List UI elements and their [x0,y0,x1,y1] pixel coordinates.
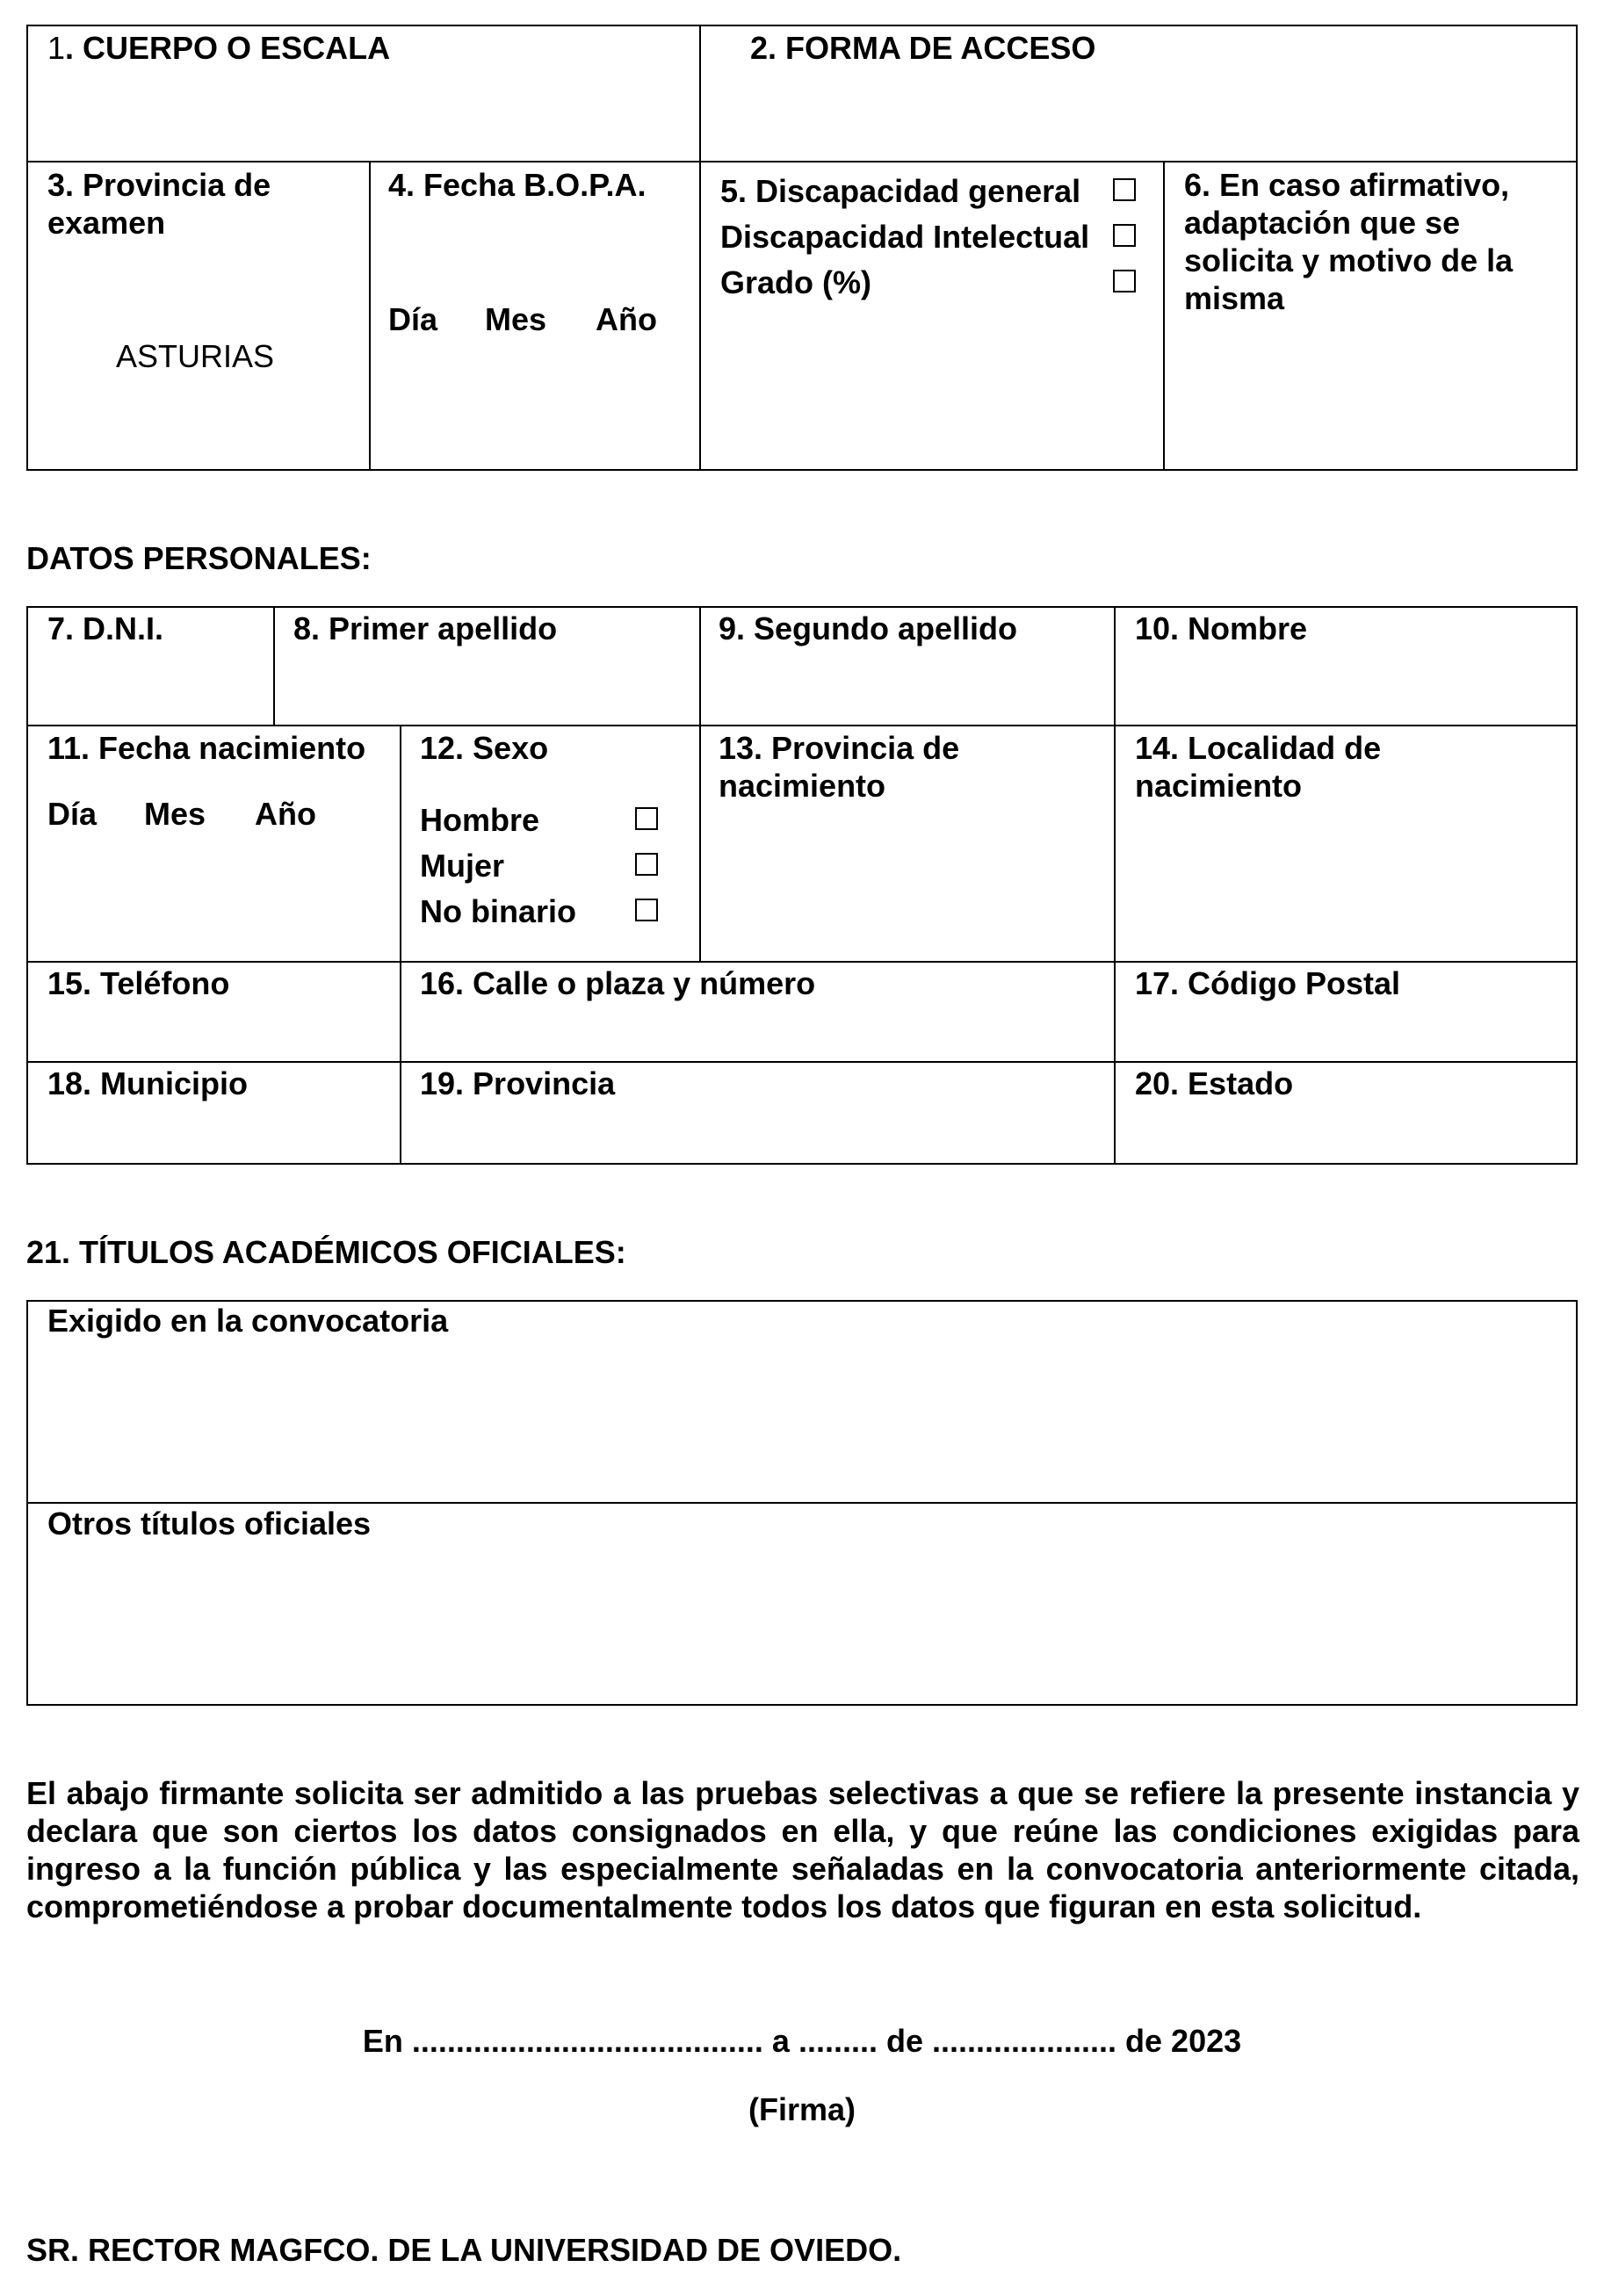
divider [1163,161,1165,471]
divider [26,725,1578,726]
adaptacion-label: 6. En caso afirmativo, adaptación que se solicita y motivo de la misma [1184,167,1514,316]
fecha-bopa-label: 4. Fecha B.O.P.A. [388,167,647,203]
divider [699,25,701,471]
provincia-nacimiento-label: 13. Provincia de nacimiento [719,730,960,804]
fecha-nacimiento-label: 11. Fecha nacimiento [47,730,366,766]
divider [26,1502,1578,1504]
forma-acceso-label: 2. FORMA DE ACCESO [750,30,1096,66]
provincia-examen-value: ASTURIAS [116,338,275,374]
fecha-bopa-anio: Año [596,301,657,337]
telefono-label: 15. Teléfono [47,965,230,1001]
dni-label: 7. D.N.I. [47,610,164,646]
discapacidad-general-checkbox[interactable] [1113,178,1136,201]
discapacidad-general-label: 5. Discapacidad general [720,173,1081,209]
provincia-examen-label: 3. Provincia de examen [47,167,271,241]
fecha-bopa-mes: Mes [485,301,547,337]
sexo-mujer-checkbox[interactable] [635,853,658,876]
divider [1114,606,1116,1165]
titulos-heading: 21. TÍTULOS ACADÉMICOS OFICIALES: [26,1234,626,1270]
divider [369,161,371,471]
otros-titulos-label: Otros títulos oficiales [47,1505,372,1541]
fecha-nacimiento-dia: Día [47,796,98,832]
discapacidad-intelectual-label: Discapacidad Intelectual [720,219,1090,255]
provincia-label: 19. Provincia [420,1065,616,1101]
sexo-option-hombre: Hombre [420,802,540,838]
divider [26,161,1578,162]
titulo-exigido-label: Exigido en la convocatoria [47,1303,449,1339]
fecha-bopa-dia: Día [388,301,438,337]
sexo-label: 12. Sexo [420,730,549,766]
calle-label: 16. Calle o plaza y número [420,965,816,1001]
divider [26,1061,1578,1063]
fecha-nacimiento-mes: Mes [144,796,206,832]
sexo-hombre-checkbox[interactable] [635,807,658,830]
declaration-text: El abajo firmante solicita ser admitido a las pruebas selectivas a que se refiere la presente instancia y declara que son ciertos los datos consignados en ella, y que reúne las condiciones exigidas para ingreso a la función pública y las especialmente señaladas en la convocatoria anteriormente citada, comprometiéndose a probar documentalmente todos los datos que figuran en esta solicitud. [26,1775,1579,1924]
addressee: SR. RECTOR MAGFCO. DE LA UNIVERSIDAD DE OVIEDO. [26,2232,902,2268]
cuerpo-escala-label [47,29,390,67]
divider [26,961,1578,963]
datos-personales-heading: DATOS PERSONALES: [26,540,372,576]
estado-label: 20. Estado [1135,1065,1294,1101]
cuerpo-escala-text: . CUERPO O ESCALA [65,30,391,66]
primer-apellido-label: 8. Primer apellido [293,610,558,646]
sexo-option-mujer: Mujer [420,848,505,884]
grado-label: Grado (%) [720,264,872,300]
codigo-postal-label: 17. Código Postal [1135,965,1401,1001]
fecha-nacimiento-anio: Año [255,796,316,832]
grado-checkbox[interactable] [1113,270,1136,292]
place-date-line: En ........................................ a ......... de ..................... de 2023 [362,2023,1242,2059]
cuerpo-escala-number: 1 [47,30,66,66]
personal-table [26,606,1578,1165]
divider [400,725,401,1165]
sexo-no-binario-checkbox[interactable] [635,899,658,921]
sexo-option-no-binario: No binario [420,893,576,929]
firma-label: (Firma) [748,2091,856,2127]
nombre-label: 10. Nombre [1135,610,1308,646]
divider [273,606,275,725]
municipio-label: 18. Municipio [47,1065,249,1101]
discapacidad-intelectual-checkbox[interactable] [1113,224,1136,247]
segundo-apellido-label: 9. Segundo apellido [719,610,1018,646]
localidad-nacimiento-label: 14. Localidad de nacimiento [1135,730,1382,804]
divider [699,606,701,961]
